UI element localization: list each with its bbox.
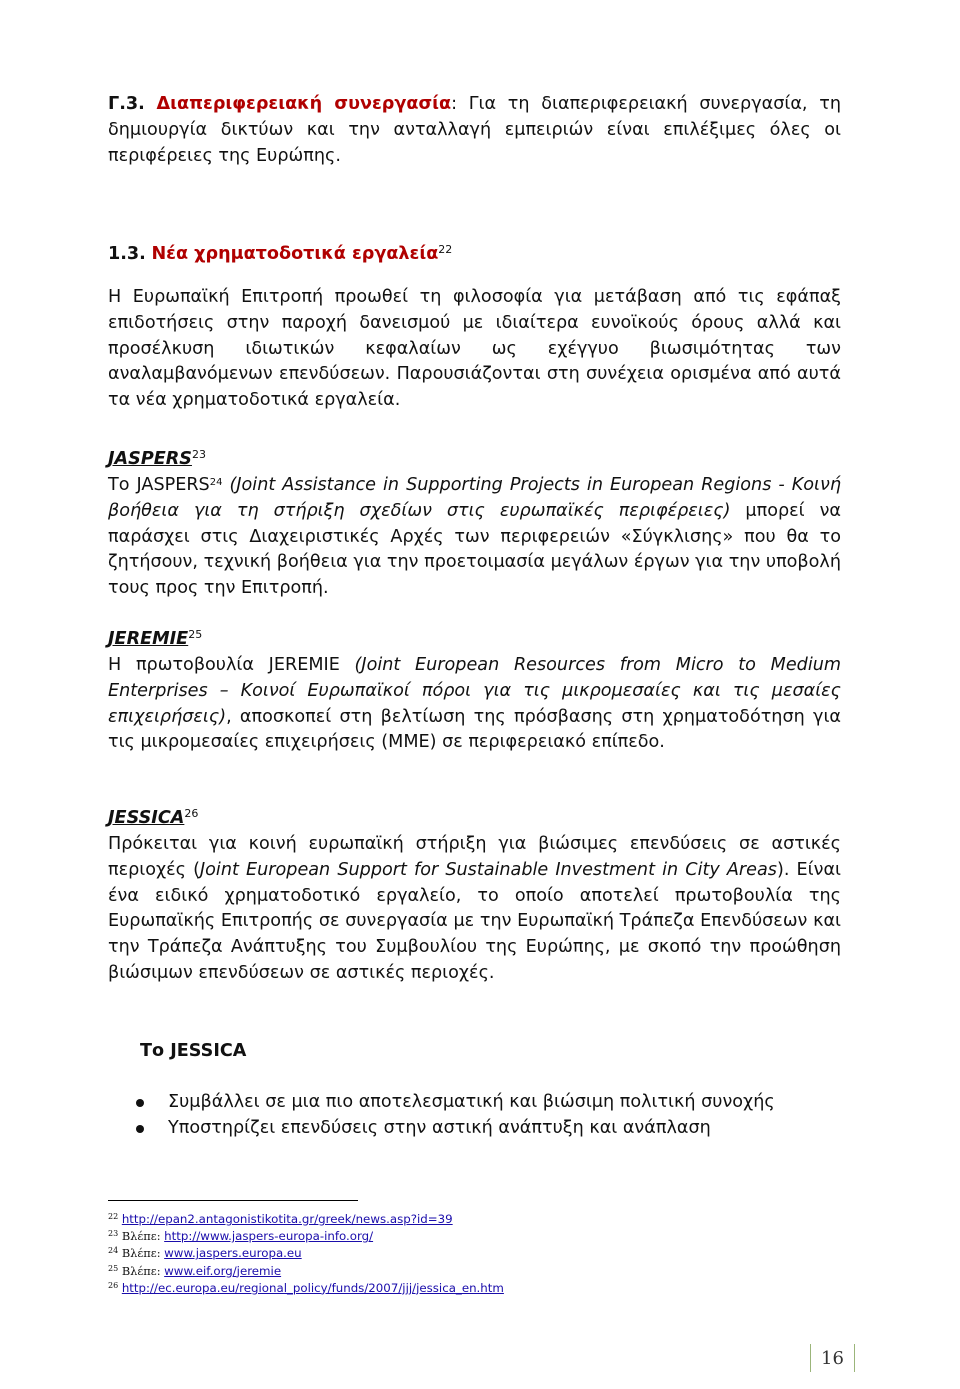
jessica-bullet-list — [136, 1090, 775, 1142]
footnote-divider — [108, 1200, 358, 1201]
jaspers-footnote-ref-2[interactable]: 24 — [209, 477, 223, 488]
footnote-prefix: Βλέπε: — [121, 1246, 165, 1261]
bullet-text: Υποστηρίζει επενδύσεις στην αστική ανάπτυξη και ανάπλαση — [168, 1117, 711, 1138]
footnote-24 — [108, 1245, 504, 1262]
jessica-italic: Joint European Support for Sustainable Investment in City Areas — [199, 859, 777, 880]
page-number-bar-left — [810, 1344, 811, 1372]
jessica-footnote-ref[interactable]: 26 — [184, 807, 199, 820]
jessica-subheading: Το JESSICA — [140, 1041, 247, 1061]
section-g3-title: Διαπεριφερειακή συνεργασία — [156, 94, 452, 114]
footnote-link[interactable]: www.eif.org/jeremie — [164, 1263, 282, 1278]
bullet-icon — [136, 1125, 144, 1133]
jeremie-title: JEREMIE — [108, 629, 189, 649]
jeremie-italic: (Joint European Resources from Micro to Medium Enterprises – Κοινοί Ευρωπαϊκοί πόροι για τις μικρομεσαίες και τις μεσαίες επιχειρήσεις) — [108, 655, 841, 727]
jaspers-paragraph — [108, 473, 841, 602]
bullet-text: Συμβάλλει σε μια πιο αποτελεσματική και βιώσιμη πολιτική συνοχής — [168, 1092, 775, 1112]
footnote-link[interactable]: www.jaspers.europa.eu — [164, 1246, 302, 1261]
jaspers-heading — [108, 447, 841, 473]
footnote-22 — [108, 1211, 504, 1228]
footnote-number: 26 — [108, 1280, 119, 1290]
jessica-heading — [108, 806, 841, 832]
section-13-label: 1.3. — [108, 244, 146, 264]
footnotes — [108, 1211, 504, 1297]
footnote-link[interactable]: http://www.jaspers-europa-info.org/ — [164, 1229, 374, 1244]
jaspers-footnote-ref[interactable]: 23 — [191, 448, 206, 461]
jaspers-intro: Το JASPERS — [108, 475, 210, 495]
footnote-number: 23 — [108, 1229, 119, 1239]
jeremie-footnote-ref[interactable]: 25 — [188, 628, 203, 641]
section-13-title: Νέα χρηματοδοτικά εργαλεία — [151, 244, 439, 264]
section-13-paragraph: Η Ευρωπαϊκή Επιτροπή προωθεί τη φιλοσοφία για μετάβαση από τις εφάπαξ επιδοτήσεις στην παροχή δανεισμού με ιδιαίτερα ευνοϊκούς όρους αλλά και προσέλκυση ιδιωτικών κεφαλαίων ως εχέγγυο βιωσιμότητας των αναλαμβανόμενων επενδύσεων. Παρουσιάζονται στη συνέχεια ορισμένα από αυτά τα νέα χρηματοδοτικά εργαλεία. — [108, 287, 841, 411]
section-g3-paragraph — [108, 92, 841, 169]
page-number-bar-right — [854, 1344, 855, 1372]
footnote-number: 25 — [108, 1263, 119, 1273]
footnote-number: 22 — [108, 1212, 119, 1221]
jessica-intro: Πρόκειται για κοινή ευρωπαϊκή στήριξη για βιώσιμες επενδύσεις σε αστικές περιοχές ( — [108, 834, 841, 880]
page-number — [800, 1343, 865, 1373]
footnote-number: 24 — [108, 1246, 119, 1256]
bullet-icon — [136, 1099, 144, 1107]
jeremie-paragraph — [108, 653, 841, 756]
footnote-26 — [108, 1280, 504, 1297]
section-13-footnote-ref[interactable]: 22 — [438, 243, 453, 256]
jeremie-intro: Η πρωτοβουλία JEREMIE — [108, 655, 355, 675]
page-number-value: 16 — [821, 1347, 844, 1369]
jaspers-italic: (Joint Assistance in Supporting Projects in European Regions - Κοινή βοήθεια για τη στήριξη σχεδίων στις ευρωπαϊκές περιφέρειες) — [108, 475, 841, 521]
jessica-rest: ). Είναι ένα ειδικό χρηματοδοτικό εργαλείο, το οποίο αποτελεί πρωτοβουλία της Ευρωπαϊκής Επιτροπής σε συνεργασία με την Ευρωπαϊκή Τράπεζα Επενδύσεων και την Τράπεζα Ανάπτυξης του Συμβουλίου της Ευρώπης, με σκοπό την προώθηση βιώσιμων επενδύσεων σε αστικές περιοχές. — [108, 859, 841, 983]
jessica-title: JESSICA — [108, 808, 185, 828]
footnote-23 — [108, 1228, 504, 1245]
jaspers-rest: μπορεί να παράσχει στις Διαχειριστικές Αρχές των περιφερειών «Σύγκλισης» που θα το ζητήσουν, τεχνική βοήθεια για την προετοιμασία μεγάλων έργων για την υποβολή τους προς την Επιτροπή. — [108, 500, 842, 599]
footnote-link[interactable]: http://ec.europa.eu/regional_policy/funds/2007/jjj/jessica_en.htm — [121, 1280, 504, 1295]
section-g3-text: : Για τη διαπεριφερειακή συνεργασία, τη δημιουργία δικτύων και την ανταλλαγή εμπειριών είναι επιλέξιμες όλες οι περιφέρειες της Ευρώπης. — [108, 94, 841, 166]
jeremie-heading — [108, 627, 841, 653]
section-g3-label: Γ.3. — [108, 94, 145, 114]
section-13-heading — [108, 242, 841, 268]
footnote-25 — [108, 1263, 504, 1280]
jessica-paragraph — [108, 832, 841, 987]
list-item — [136, 1090, 775, 1116]
footnote-prefix: Βλέπε: — [121, 1229, 165, 1244]
footnote-prefix: Βλέπε: — [121, 1263, 165, 1278]
list-item — [136, 1116, 775, 1142]
footnote-link[interactable]: http://epan2.antagonistikotita.gr/greek/news.asp?id=39 — [121, 1212, 453, 1226]
jeremie-rest: , αποσκοπεί στη βελτίωση της πρόσβασης στη χρηματοδότηση για τις μικρομεσαίες επιχειρήσεις (ΜΜΕ) σε περιφερειακό επίπεδο. — [108, 706, 841, 753]
jaspers-title: JASPERS — [108, 449, 192, 469]
